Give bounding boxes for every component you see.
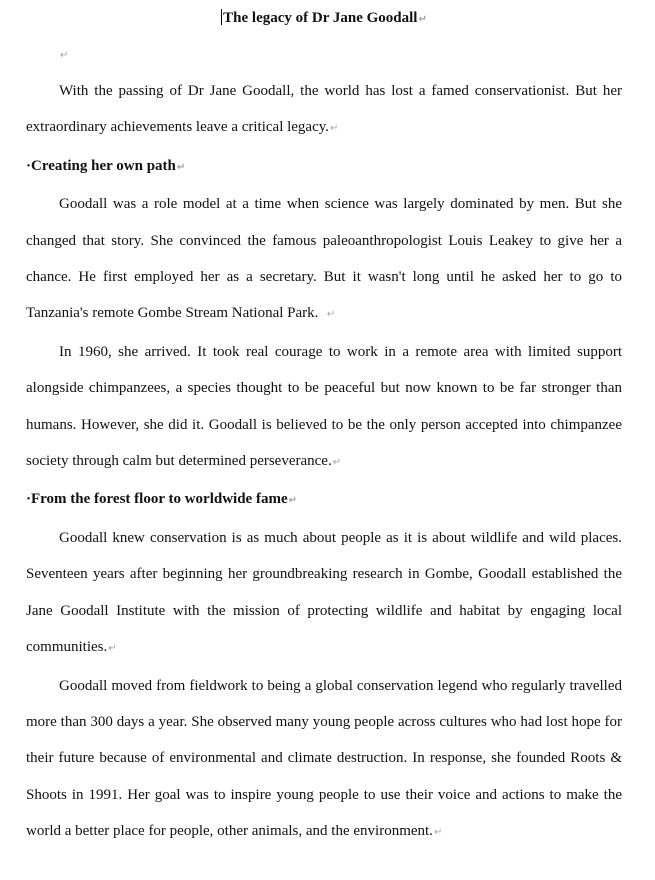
paragraph-role-model[interactable] <box>26 186 622 334</box>
paragraph-mark-icon: ↵ <box>288 495 297 507</box>
document-body[interactable] <box>26 73 622 852</box>
section-heading-forest-floor[interactable] <box>26 481 622 519</box>
paragraph-mark-icon: ↵ <box>332 457 342 469</box>
paragraph-text: Goodall moved from fieldwork to being a global conservation legend who regularly travelled more than 300 days a year. She observed many young people across cultures who had lost hope for their future because of environmental and climate destruction. In response, she founded Roots & Shoots in 1991. Her goal was to inspire young people to use their voice and actions to make the world a better place for people, other animals, and the environment. <box>26 677 622 840</box>
heading-text: ·Creating her own path <box>26 157 176 174</box>
section-heading-own-path[interactable] <box>26 148 622 186</box>
paragraph-mark-icon: ↵ <box>60 50 69 61</box>
paragraph-text: In 1960, she arrived. It took real courage to work in a remote area with limited support alongside chimpanzees, a species thought to be peaceful but now known to be far stronger than humans. However, she did it. Goodall is believed to be the only person accepted into chimpanzee society through calm but determined perseverance. <box>26 343 622 470</box>
heading-text: ·From the forest floor to worldwide fame <box>26 491 288 508</box>
paragraph-1960[interactable] <box>26 334 622 482</box>
empty-paragraph[interactable] <box>59 45 68 63</box>
text-cursor <box>221 9 222 25</box>
paragraph-intro[interactable] <box>26 73 622 148</box>
paragraph-text: Goodall knew conservation is as much about people as it is about wildlife and wild places. Seventeen years after beginning her groundbreaking research in Gombe, Goodall established the Jane Goodall Institute with the mission of protecting wildlife and habitat by engaging local communities. <box>26 529 622 656</box>
paragraph-text: Goodall was a role model at a time when science was largely dominated by men. But she changed that story. She convinced the famous paleoanthropologist Louis Leakey to give her a chance. He first employed her as a secretary. But it wasn't long until he asked her to go to Tanzania's remote Gombe Stream National Park. <box>26 196 622 322</box>
paragraph-roots-shoots[interactable] <box>26 668 622 852</box>
paragraph-mark-icon: ↵ <box>433 827 443 839</box>
paragraph-text: With the passing of Dr Jane Goodall, the world has lost a famed conservationist. But her extraordinary achievements leave a critical legacy. <box>26 83 622 136</box>
paragraph-mark-icon: ↵ <box>176 161 186 173</box>
paragraph-institute[interactable] <box>26 520 622 668</box>
paragraph-mark-icon: ↵ <box>326 309 336 321</box>
document-title[interactable]: The legacy of Dr Jane Goodall <box>223 10 418 26</box>
document-title-line[interactable] <box>26 9 622 29</box>
paragraph-mark-icon: ↵ <box>108 643 117 655</box>
paragraph-mark-icon: ↵ <box>418 14 427 25</box>
paragraph-mark-icon: ↵ <box>330 123 339 135</box>
